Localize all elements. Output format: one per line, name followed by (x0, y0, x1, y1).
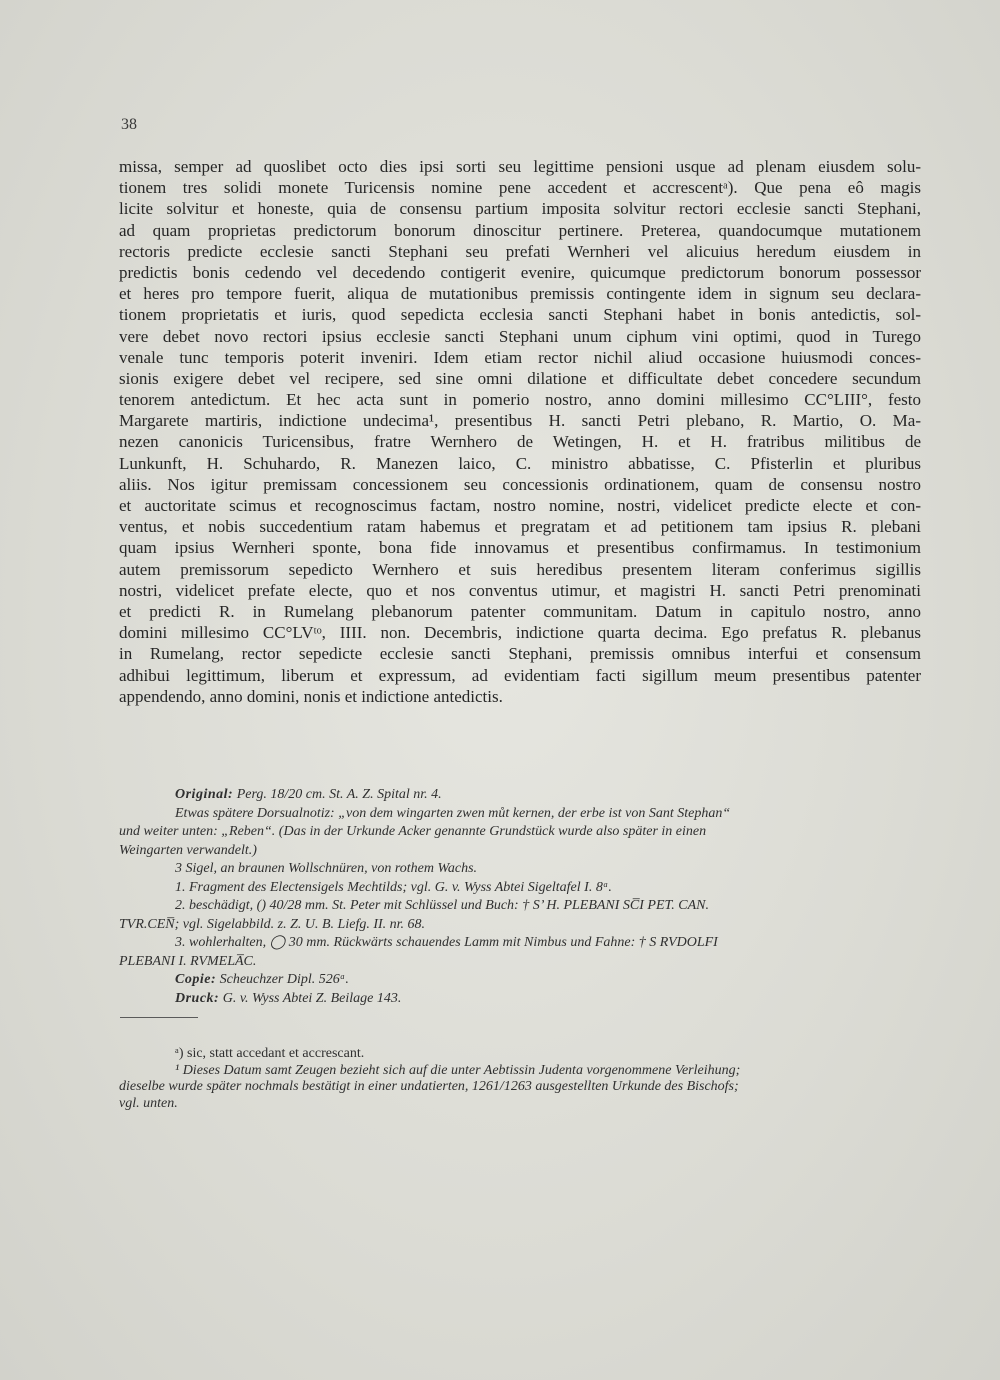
body-line: aliis. Nos igitur premissam concessionem seu concessionis ordinationem, quam de consensu nostro (119, 474, 921, 494)
footnote-1-line: vgl. unten. (119, 1095, 178, 1111)
footnote-1-line: dieselbe wurde später nochmals bestätigt in einer undatierten, 1261/1263 ausgestellten Urkunde des Bischofs; (119, 1079, 739, 1094)
note-seal-line: TVR.CEN̅; vgl. Sigelabbild. z. Z. U. B. Liefg. II. nr. 68. (119, 916, 426, 932)
note-copie-label: Copie: (175, 972, 217, 987)
note-seal-line: 2. beschädigt, () 40/28 mm. St. Peter mit Schlüssel und Buch: † S’ H. PLEBANI SC̅I PET. CAN. (175, 898, 710, 913)
body-line: licite solvitur et honeste, quia de consensu partium imposita solvitur rectori ecclesie sancti Stephani, (119, 199, 921, 219)
note-copie-text: Scheuchzer Dipl. 526ᵃ. (219, 972, 349, 987)
body-line: rectoris predicte ecclesie sancti Stephani seu prefati Wernheri vel alicuius heredum eiusdem in (119, 241, 921, 261)
note-original-text: Perg. 18/20 cm. St. A. Z. Spital nr. 4. (236, 787, 442, 802)
note-dorsual-line: Etwas spätere Dorsualnotiz: „von dem wingarten zwen můt kernen, der erbe ist von Sant Stephan“ (175, 805, 731, 821)
body-line: et auctoritate scimus et recognoscimus factam, nostro nomine, nostri, videlicet predicte electe et con- (119, 496, 921, 515)
body-line: tionem tres solidi monete Turicensis nomine pene accedent et accrescentᵃ). Que pena eô magis (119, 178, 921, 198)
body-line: tenorem antedictum. Et hec acta sunt in pomerio nostro, anno domini millesimo CC°LIII°, festo (119, 390, 921, 410)
body-line: nostri, videlicet prefate electe, quo et nos conventus utimur, et magistri H. sancti Petri prenominati (119, 580, 921, 600)
body-line: ventus, et nobis succedentium ratam habemus et pregratam et ad petitionem tam ipsius R. plebani (119, 517, 921, 537)
note-seal-line: 3 Sigel, an braunen Wollschnüren, von rothem Wachs. (175, 861, 478, 876)
note-druck-text: G. v. Wyss Abtei Z. Beilage 143. (222, 990, 402, 1006)
note-dorsual-line: Weingarten verwandelt.) (119, 842, 257, 858)
footnote-a: ᵃ) sic, statt accedant et accrescant. (175, 1046, 365, 1061)
body-line: nezen canonicis Turicensibus, fratre Wernhero de Wetingen, H. et H. fratribus militibus de (119, 432, 921, 452)
note-druck (119, 990, 925, 1009)
footnote-1-line: ¹ Dieses Datum samt Zeugen bezieht sich auf die unter Aebtissin Judenta vorgenommene Verleihung; (175, 1062, 741, 1078)
footnote-divider (120, 1017, 198, 1018)
body-line: domini millesimo CC°LVᵗᵒ, IIII. non. Decembris, indictione quarta decima. Ego prefatus R. plebanus (119, 623, 921, 643)
body-line: venale tunc temporis poterit inveniri. Idem etiam rector nichil aliud occasione huiusmodi conces- (119, 347, 921, 367)
body-line: sionis exigere debet vel recipere, sed sine omni dilatione et difficultate debet concedere secundum (119, 368, 921, 388)
footnotes (119, 1046, 925, 1112)
editorial-notes (119, 786, 925, 1008)
page-number: 38 (121, 116, 137, 133)
body-line: et heres pro tempore fuerit, aliqua de mutationibus premissis contingente idem in signum seu declara- (119, 284, 921, 304)
body-line: quam ipsius Wernheri sponte, bona fide innovamus et presentibus confirmamus. In testimonium (119, 538, 921, 558)
body-line: tionem proprietatis et iuris, quod sepedicta ecclesia sancti Stephani habet in bonis antedictis, sol- (119, 305, 921, 325)
body-line: vere debet novo rectori ipsius ecclesie sancti Stephani unum ciphum vini optimi, quod in Turego (119, 326, 921, 346)
body-line: Margarete martiris, indictione undecima¹, presentibus H. sancti Petri plebano, R. Martio, O. Ma- (119, 411, 921, 431)
note-seal-line: 1. Fragment des Electensigels Mechtilds; vgl. G. v. Wyss Abtei Sigeltafel I. 8ᵃ. (175, 879, 612, 895)
charter-body-text (119, 156, 921, 707)
note-copie (119, 971, 925, 990)
note-dorsual-line: und weiter unten: „Reben“. (Das in der Urkunde Acker genannte Grundstück wurde also später in einen (119, 824, 707, 839)
body-line: in Rumelang, rector sepedicte ecclesie sancti Stephani, premissis omnibus interfui et consensum (119, 644, 921, 664)
note-seal-line: 3. wohlerhalten, ◯ 30 mm. Rückwärts schauendes Lamm mit Nimbus und Fahne: † S RVDOLFI (175, 935, 718, 950)
body-line: adhibui legittimum, liberum et expressum, ad evidentiam facti sigillum meum presentibus patenter (119, 665, 921, 685)
body-line: predictis bonis cedendo vel decedendo contigerit evenire, quicumque predictorum bonorum possessor (119, 262, 921, 282)
body-line: Lunkunft, H. Schuhardo, R. Manezen laico, C. ministro abbatisse, C. Pfisterlin et pluribus (119, 453, 921, 473)
body-line: autem premissorum sepedicto Wernhero et suis heredibus presentem literam conferimus sigillis (119, 559, 921, 579)
body-line: appendendo, anno domini, nonis et indictione antedictis. (119, 686, 503, 706)
note-original (119, 786, 925, 805)
note-original-label: Original: (175, 787, 234, 802)
body-line: et predicti R. in Rumelang plebanorum patenter communitam. Datum in capitulo nostro, anno (119, 601, 921, 621)
body-line: ad quam proprietas predictorum bonorum dinoscitur pertinere. Preterea, quandocumque mutationem (119, 220, 921, 240)
body-line: missa, semper ad quoslibet octo dies ipsi sorti seu legittime pensioni usque ad plenam eiusdem solu- (119, 157, 921, 176)
note-seal-line: PLEBANI I. RVMELA̅C. (119, 953, 257, 969)
note-druck-label: Druck: (175, 990, 220, 1006)
